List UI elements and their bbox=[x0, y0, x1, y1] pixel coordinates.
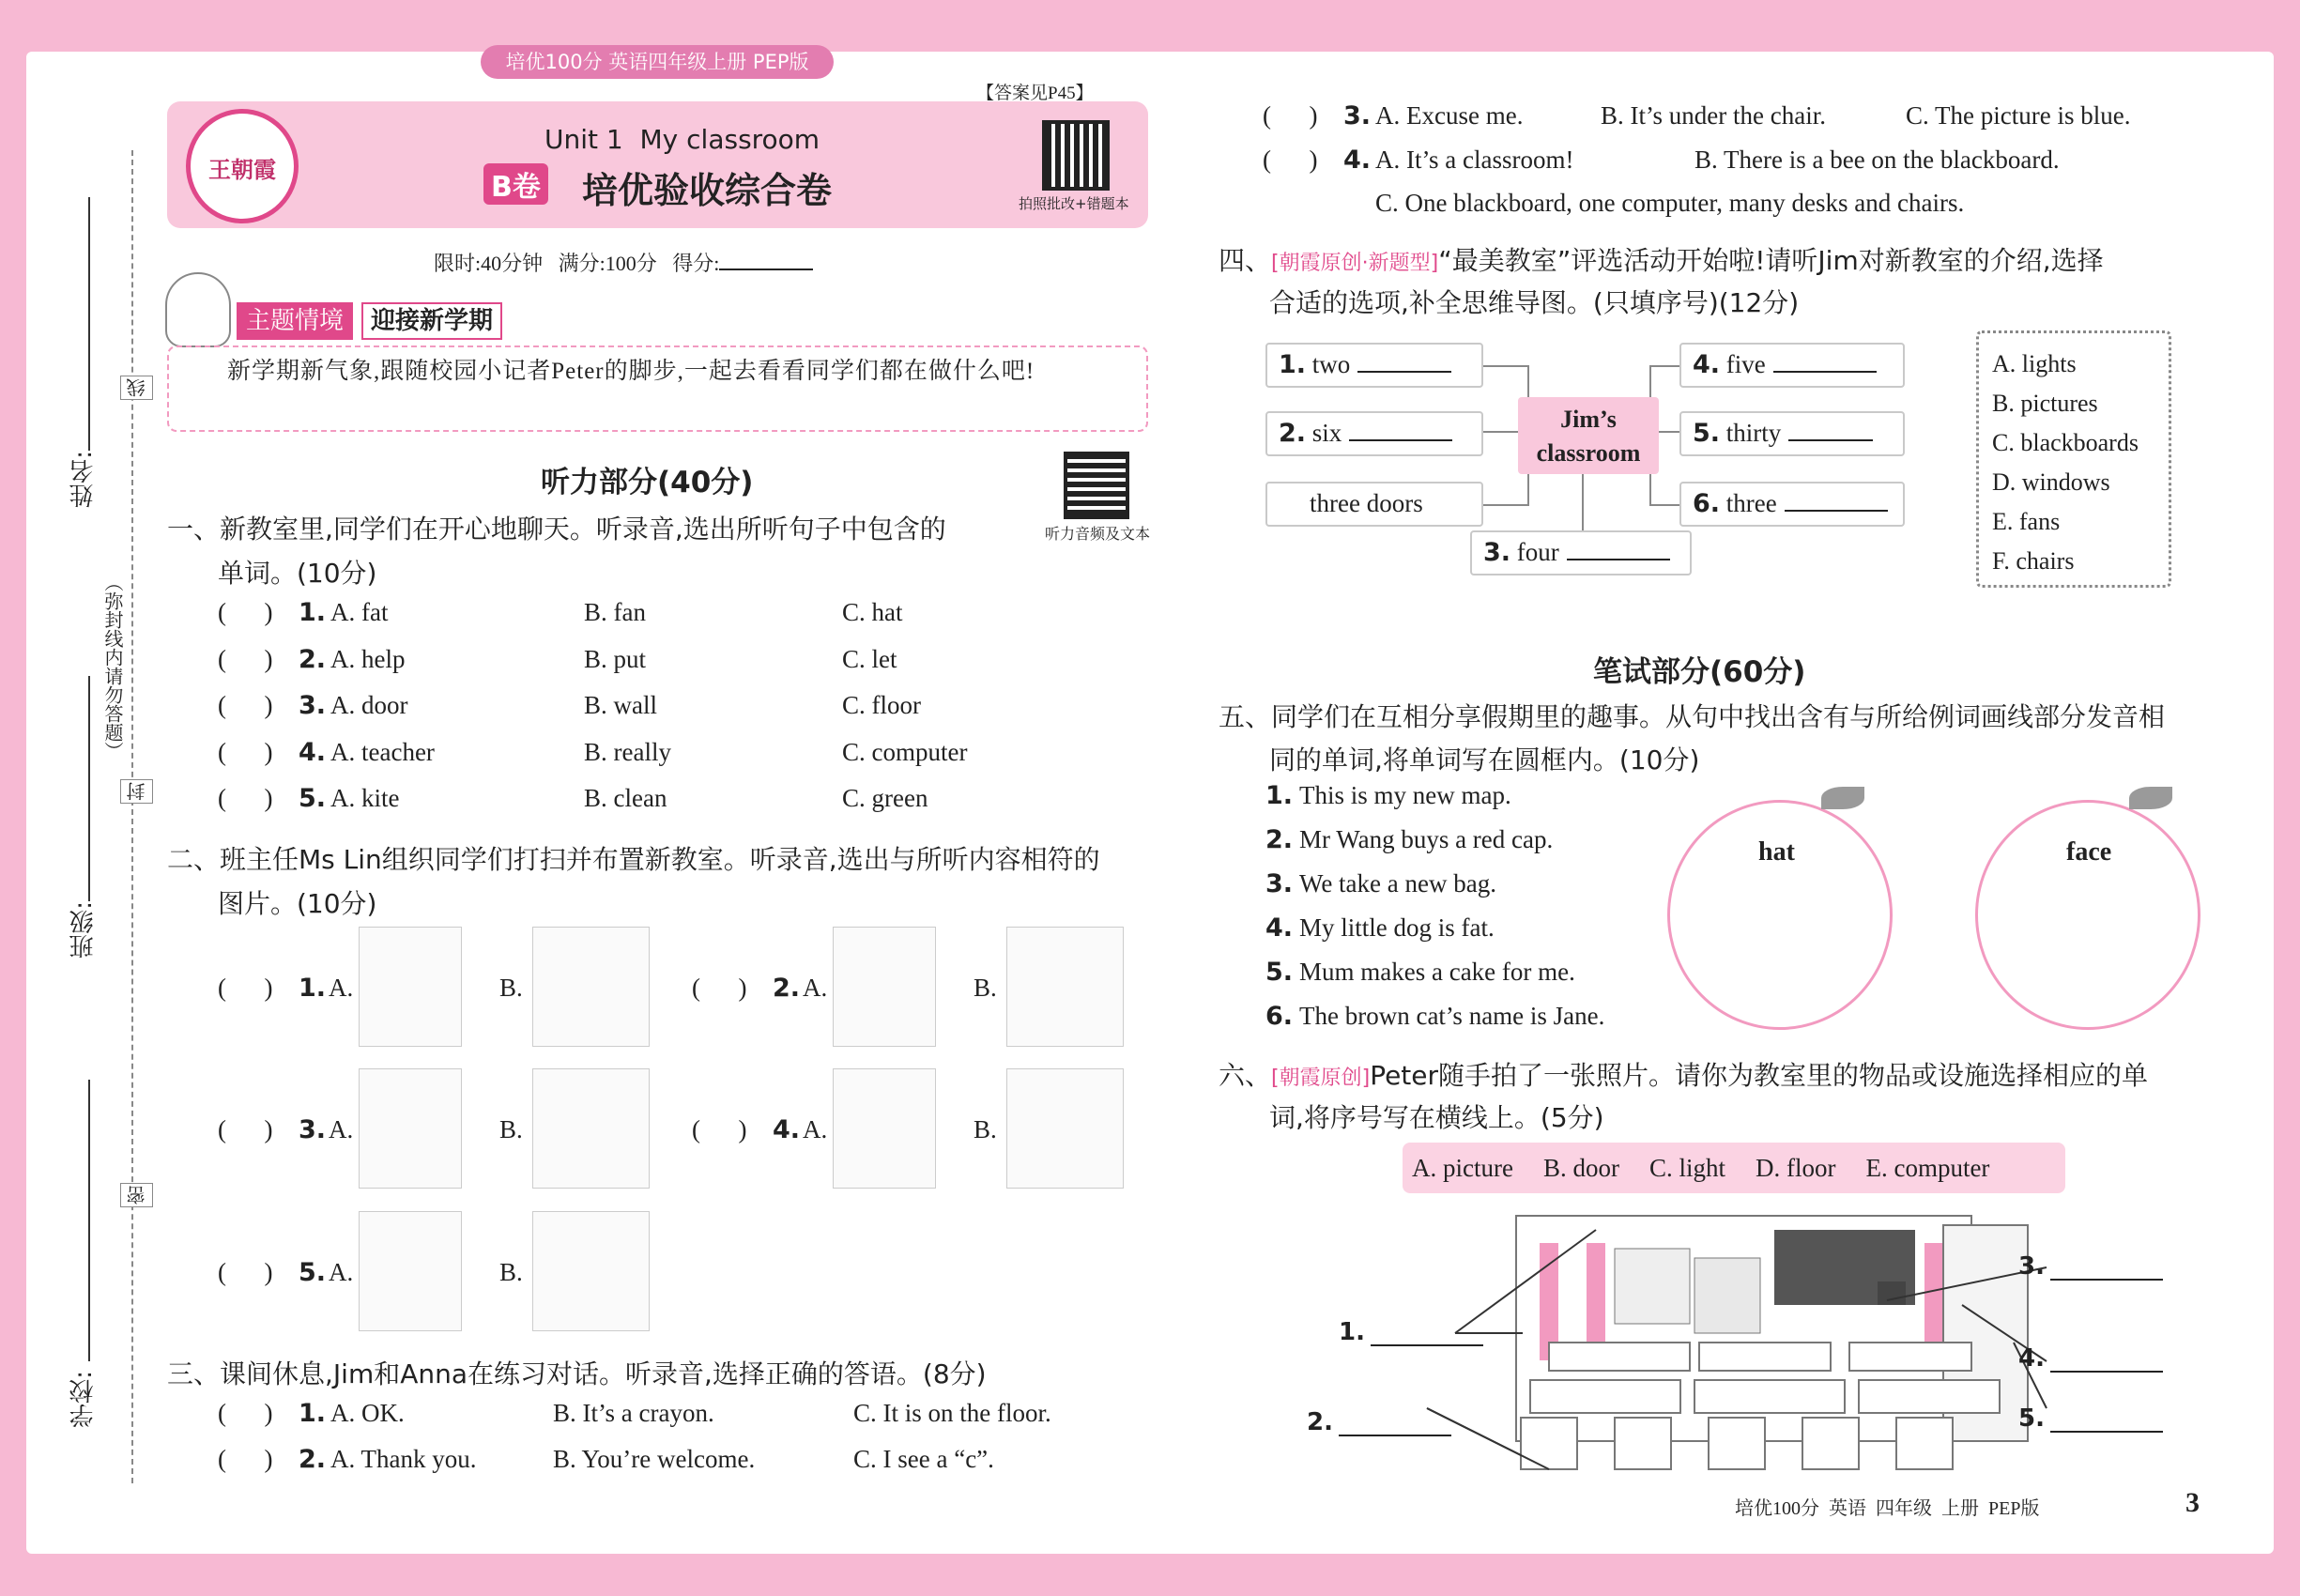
picture-option-a[interactable] bbox=[833, 927, 936, 1047]
answer-blank[interactable] bbox=[2050, 1279, 2163, 1281]
sentence-text: We take a new bag. bbox=[1299, 869, 1496, 898]
option-b: B. really bbox=[584, 737, 671, 766]
label-number: 1. bbox=[1339, 1318, 1365, 1346]
q1-title: 一、新教室里,同学们在开心地聊天。听录音,选出所听句子中包含的 bbox=[167, 514, 946, 545]
option-b: B. There is a bee on the blackboard. bbox=[1694, 146, 2060, 174]
option-b-label: B. bbox=[974, 974, 997, 1002]
paper-label: B卷 bbox=[483, 163, 548, 205]
dense-mark: 密 bbox=[120, 1183, 153, 1207]
name-label: 姓名: bbox=[69, 451, 98, 508]
sentence-number: 1. bbox=[1265, 781, 1294, 810]
picture-option-b[interactable] bbox=[532, 927, 650, 1047]
option-b-label: B. bbox=[499, 974, 523, 1002]
line-mark: 线 bbox=[120, 376, 153, 400]
q6-option: C. light bbox=[1648, 1154, 1725, 1182]
item-number: 1. bbox=[299, 598, 327, 627]
q6-option-bar bbox=[1403, 1143, 2065, 1193]
option-a-label: A. bbox=[803, 1115, 828, 1143]
node-2-num: 2. bbox=[1279, 419, 1307, 448]
item-number: 4. bbox=[773, 1115, 801, 1144]
q6-option: A. picture bbox=[1412, 1154, 1513, 1182]
answer-paren[interactable]: ( ) bbox=[218, 784, 273, 812]
option-a-label: A. bbox=[329, 1115, 354, 1143]
q6-title-2: 词,将序号写在横线上。(5分) bbox=[1269, 1102, 1604, 1133]
logo-text: 王朝霞 bbox=[208, 157, 276, 183]
q5-title-2: 同的单词,将单词写在圆框内。(10分) bbox=[1269, 744, 1700, 775]
option-a: A. door bbox=[330, 691, 408, 719]
q4-tag: [朝霞原创·新题型] bbox=[1271, 252, 1439, 275]
answer-paren[interactable]: ( ) bbox=[218, 691, 273, 719]
classroom-illustration bbox=[1305, 1202, 2206, 1502]
node-6-text: three bbox=[1720, 489, 1777, 517]
picture-option-a[interactable] bbox=[833, 1068, 936, 1189]
option-c: C. let bbox=[842, 644, 897, 673]
q6-tag: [朝霞原创] bbox=[1271, 1067, 1371, 1090]
option-a: A. teacher bbox=[330, 737, 435, 766]
item-number: 5. bbox=[299, 784, 327, 813]
option-b: B. You’re welcome. bbox=[553, 1445, 756, 1473]
answer-paren[interactable]: ( ) bbox=[1263, 146, 1318, 174]
theme-sub-label: 迎接新学期 bbox=[361, 302, 502, 340]
option-b-label: B. bbox=[499, 1258, 523, 1286]
answer-paren[interactable]: ( ) bbox=[218, 1445, 273, 1473]
label-number: 5. bbox=[2018, 1404, 2045, 1433]
class-label: 班级: bbox=[69, 901, 98, 959]
q6-option: B. door bbox=[1542, 1154, 1619, 1182]
node-1-num: 1. bbox=[1279, 350, 1307, 379]
node-4-num: 4. bbox=[1693, 350, 1721, 379]
answer-paren[interactable]: ( ) bbox=[218, 644, 273, 673]
theme-label: 主题情境 bbox=[237, 302, 353, 340]
face-circle[interactable] bbox=[1975, 800, 2200, 1030]
label-number: 4. bbox=[2018, 1344, 2045, 1373]
mindmap-node-3[interactable] bbox=[1470, 530, 1692, 575]
sentence-text: The brown cat’s name is Jane. bbox=[1299, 1002, 1605, 1030]
q4-prefix: 四、 bbox=[1219, 245, 1272, 276]
node-6-num: 6. bbox=[1693, 489, 1721, 518]
node-3-text: four bbox=[1510, 538, 1559, 566]
answer-paren[interactable]: ( ) bbox=[218, 737, 273, 766]
node-3-num: 3. bbox=[1483, 538, 1511, 567]
sentence-number: 4. bbox=[1265, 913, 1294, 943]
sentence-text: This is my new map. bbox=[1299, 781, 1511, 809]
item-number: 4. bbox=[1343, 146, 1372, 175]
option-c: C. I see a “c”. bbox=[853, 1445, 994, 1473]
listening-title: 听力部分(40分) bbox=[541, 466, 754, 499]
face-word: face bbox=[2066, 837, 2112, 867]
mindmap-node-6[interactable] bbox=[1679, 482, 1905, 527]
option-a: A. help bbox=[330, 644, 406, 673]
item-number: 2. bbox=[299, 644, 327, 674]
option-b: B. It’s under the chair. bbox=[1601, 101, 1826, 130]
mindmap-node-1[interactable] bbox=[1265, 343, 1483, 388]
hat-leaf-icon bbox=[1821, 787, 1864, 809]
item-number: 2. bbox=[773, 974, 801, 1003]
sentence-text: My little dog is fat. bbox=[1299, 913, 1495, 942]
node-1-text: two bbox=[1306, 350, 1351, 378]
option-a: A. OK. bbox=[330, 1399, 405, 1427]
option-c: C. hat bbox=[842, 598, 903, 626]
seal-mark: 封 bbox=[120, 779, 153, 804]
theme-intro: 新学期新气象,跟随校园小记者Peter的脚步,一起去看看同学们都在做什么吧! bbox=[167, 345, 1148, 432]
picture-option-b[interactable] bbox=[1006, 1068, 1124, 1189]
picture-option-a[interactable] bbox=[359, 1211, 462, 1331]
side-binding bbox=[56, 150, 160, 1465]
answer-paren[interactable]: ( ) bbox=[218, 1115, 273, 1143]
option-a: A. Thank you. bbox=[330, 1445, 477, 1473]
page-number: 3 bbox=[2185, 1487, 2200, 1518]
answer-paren[interactable]: ( ) bbox=[692, 974, 747, 1002]
header-tab: 培优100分 英语四年级上册 PEP版 bbox=[481, 45, 834, 79]
picture-option-b[interactable] bbox=[532, 1068, 650, 1189]
q4-option: D. windows bbox=[1992, 468, 2110, 496]
option-c: C. green bbox=[842, 784, 928, 812]
avatar bbox=[165, 272, 231, 347]
writing-title: 笔试部分(60分) bbox=[1593, 655, 1806, 689]
exam-info bbox=[434, 248, 813, 277]
school-label: 学校: bbox=[69, 1371, 98, 1428]
q6-title-text: Peter随手拍了一张照片。请你为教室里的物品或设施选择相应的单 bbox=[1370, 1060, 2149, 1091]
mindmap-node-5[interactable] bbox=[1679, 411, 1905, 456]
footer-text: 培优100分 英语 四年级 上册 PEP版 bbox=[1735, 1498, 2040, 1519]
answer-blank[interactable] bbox=[1339, 1435, 1451, 1436]
option-a-label: A. bbox=[329, 1258, 354, 1286]
answer-paren[interactable]: ( ) bbox=[1263, 101, 1318, 130]
q6-prefix: 六、 bbox=[1219, 1060, 1272, 1091]
option-b: B. It’s a crayon. bbox=[553, 1399, 714, 1427]
option-a: A. fat bbox=[330, 598, 389, 626]
option-a-label: A. bbox=[329, 974, 354, 1002]
mindmap-node-given: three doors bbox=[1265, 482, 1483, 527]
q1-title-2: 单词。(10分) bbox=[218, 558, 377, 589]
q4-option: A. lights bbox=[1992, 350, 2077, 377]
q3-title: 三、课间休息,Jim和Anna在练习对话。听录音,选择正确的答语。(8分) bbox=[167, 1358, 987, 1389]
hat-word: hat bbox=[1758, 837, 1795, 867]
answer-paren[interactable]: ( ) bbox=[218, 974, 273, 1002]
sentence-number: 2. bbox=[1265, 825, 1294, 854]
item-number: 3. bbox=[1343, 101, 1372, 130]
listening-qr bbox=[1064, 452, 1129, 519]
option-a-label: A. bbox=[803, 974, 828, 1002]
q4-title-2: 合适的选项,补全思维导图。(只填序号)(12分) bbox=[1269, 287, 1800, 318]
answer-blank[interactable] bbox=[2050, 1431, 2163, 1433]
q4-option: C. blackboards bbox=[1992, 429, 2139, 456]
item-number: 1. bbox=[299, 1399, 327, 1428]
label-number: 2. bbox=[1307, 1408, 1333, 1436]
answer-paren[interactable]: ( ) bbox=[218, 1258, 273, 1286]
answer-blank[interactable] bbox=[2050, 1371, 2163, 1373]
mindmap bbox=[1263, 333, 1920, 587]
option-b: B. fan bbox=[584, 598, 646, 626]
qr-label: 拍照批改+错题本 bbox=[1019, 195, 1129, 212]
sentence-number: 3. bbox=[1265, 869, 1294, 898]
answer-blank[interactable] bbox=[1371, 1344, 1483, 1346]
picture-option-b[interactable] bbox=[1006, 927, 1124, 1047]
answer-paren[interactable]: ( ) bbox=[692, 1115, 747, 1143]
item-number: 3. bbox=[299, 1115, 327, 1144]
q4-option: E. fans bbox=[1992, 508, 2061, 535]
picture-option-a[interactable] bbox=[359, 927, 462, 1047]
q5-title: 五、同学们在互相分享假期里的趣事。从句中找出含有与所给例词画线部分发音相 bbox=[1219, 701, 2166, 732]
seal-note: （弥封线内请勿答题） bbox=[101, 573, 124, 760]
answer-paren[interactable]: ( ) bbox=[218, 1399, 273, 1427]
q4-option-box bbox=[1976, 330, 2171, 588]
item-number: 4. bbox=[299, 737, 327, 767]
option-c: C. It is on the floor. bbox=[853, 1399, 1051, 1427]
option-c: C. computer bbox=[842, 737, 968, 766]
node-4-text: five bbox=[1720, 350, 1766, 378]
picture-option-a[interactable] bbox=[359, 1068, 462, 1189]
listening-qr-label: 听力音频及文本 bbox=[1045, 525, 1151, 543]
q4-title-text: “最美教室”评选活动开始啦!请听Jim对新教室的介绍,选择 bbox=[1438, 245, 2104, 276]
option-c: C. One blackboard, one computer, many desks and chairs. bbox=[1375, 189, 1965, 217]
picture-option-b[interactable] bbox=[532, 1211, 650, 1331]
q2-title: 二、班主任Ms Lin组织同学们打扫并布置新教室。听录音,选出与所听内容相符的 bbox=[167, 844, 1100, 875]
sentence-number: 6. bbox=[1265, 1002, 1294, 1031]
unit-title: Unit 1 My classroom bbox=[544, 124, 820, 155]
q4-title bbox=[1219, 240, 2104, 278]
paper-title: 培优验收综合卷 bbox=[582, 170, 833, 211]
option-c: C. The picture is blue. bbox=[1906, 101, 2131, 130]
node-5-text: thirty bbox=[1720, 419, 1782, 447]
q4-option: F. chairs bbox=[1992, 547, 2075, 575]
q4-option: B. pictures bbox=[1992, 390, 2098, 417]
item-number: 5. bbox=[299, 1258, 327, 1287]
option-c: C. floor bbox=[842, 691, 921, 719]
exam-info-text: 限时:40分钟 满分:100分 得分: bbox=[434, 252, 720, 275]
option-b-label: B. bbox=[499, 1115, 523, 1143]
mindmap-node-4[interactable] bbox=[1679, 343, 1905, 388]
option-a: A. It’s a classroom! bbox=[1375, 146, 1574, 174]
sentence-text: Mum makes a cake for me. bbox=[1299, 958, 1575, 986]
qr-code bbox=[1042, 120, 1110, 191]
answer-ref: 【答案见P45】 bbox=[976, 84, 1094, 103]
node-2-text: six bbox=[1306, 419, 1342, 447]
answer-paren[interactable]: ( ) bbox=[218, 598, 273, 626]
mindmap-node-2[interactable] bbox=[1265, 411, 1483, 456]
q6-option: E. computer bbox=[1865, 1154, 1990, 1182]
hat-circle[interactable] bbox=[1667, 800, 1893, 1030]
item-number: 3. bbox=[299, 691, 327, 720]
option-a: A. kite bbox=[330, 784, 400, 812]
face-leaf-icon bbox=[2129, 787, 2172, 809]
q6-title bbox=[1219, 1055, 2148, 1093]
option-b-label: B. bbox=[974, 1115, 997, 1143]
sentence-text: Mr Wang buys a red cap. bbox=[1299, 825, 1554, 853]
item-number: 1. bbox=[299, 974, 327, 1003]
sentence-number: 5. bbox=[1265, 958, 1294, 987]
option-b: B. wall bbox=[584, 691, 657, 719]
option-a: A. Excuse me. bbox=[1375, 101, 1524, 130]
q2-title-2: 图片。(10分) bbox=[218, 888, 377, 919]
label-number: 3. bbox=[2018, 1252, 2045, 1281]
option-b: B. clean bbox=[584, 784, 667, 812]
mindmap-center: Jim’s classroom bbox=[1518, 397, 1659, 474]
node-5-num: 5. bbox=[1693, 419, 1721, 448]
option-b: B. put bbox=[584, 644, 647, 673]
q6-option: D. floor bbox=[1755, 1154, 1836, 1182]
brand-logo bbox=[186, 109, 299, 223]
item-number: 2. bbox=[299, 1445, 327, 1474]
